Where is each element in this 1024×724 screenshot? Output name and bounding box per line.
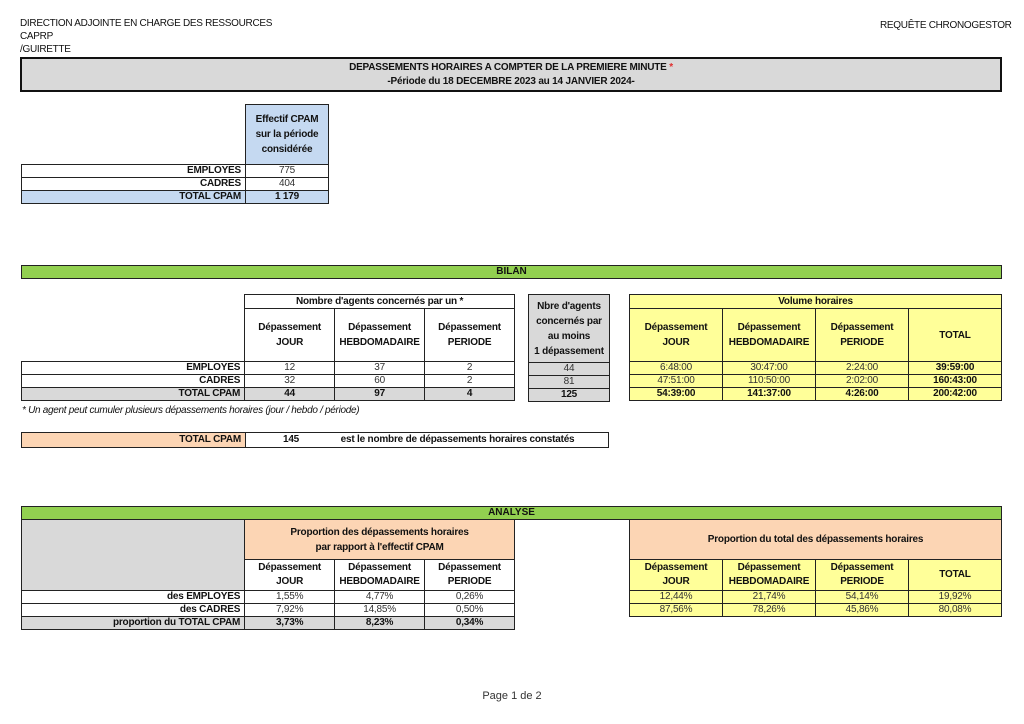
col-header-line: Dépassement: [438, 322, 501, 333]
col-header-periode: [425, 309, 515, 362]
total-line-content: [246, 433, 609, 448]
row-label: EMPLOYES: [22, 362, 245, 375]
analyse-col-hebdo: [335, 560, 425, 591]
table-row: [22, 362, 515, 375]
analyse-right-table: [629, 519, 1002, 617]
bilan-band: BILAN: [21, 265, 1002, 279]
cell-jour: 6:48:00: [630, 362, 723, 375]
title-text: DEPASSEMENTS HORAIRES A COMPTER DE LA PREMIERE MINUTE: [349, 62, 667, 73]
analyse-col-jour: [245, 560, 335, 591]
atleast-header-line: au moins: [547, 330, 591, 342]
cell-hebdo: 97: [335, 388, 425, 401]
cell-hebdo: 141:37:00: [723, 388, 816, 401]
table-row: [22, 604, 515, 617]
row-label: des EMPLOYES: [22, 591, 245, 604]
row-value: 775: [246, 165, 329, 178]
atleast-header-line: concernés par: [536, 315, 602, 327]
cell-hebdo: 37: [335, 362, 425, 375]
total-line-label: TOTAL CPAM: [22, 433, 246, 448]
atleast-header-line: Nbre d'agents: [537, 300, 601, 312]
total-line-text: est le nombre de dépassements horaires constatés: [340, 434, 575, 445]
cell-jour: 12: [245, 362, 335, 375]
cell-periode: 0,34%: [425, 617, 515, 630]
volume-header: Volume horaires: [630, 295, 1002, 309]
cell-periode: 0,26%: [425, 591, 515, 604]
agents-group-header: Nombre d'agents concernés par un *: [245, 295, 515, 309]
total-line-value: 145: [282, 434, 300, 445]
cell-hebdo: 14,85%: [335, 604, 425, 617]
cell-periode: 4:26:00: [816, 388, 909, 401]
col-header-line: HEBDOMADAIRE: [728, 337, 810, 348]
col-header-line: PERIODE: [447, 337, 492, 348]
cell-jour: 47:51:00: [630, 375, 723, 388]
table-row: [630, 591, 1002, 604]
cell-periode: 2: [425, 362, 515, 375]
cell-periode: 45,86%: [816, 604, 909, 617]
report-title: [22, 59, 1000, 75]
col-header-line: Dépassement: [644, 322, 708, 333]
bilan-agents-table: [21, 294, 515, 401]
source-label: REQUÊTE CHRONOGESTOR: [880, 20, 1012, 31]
header-line: par rapport à l'effectif CPAM: [315, 541, 444, 553]
effectif-table: [21, 104, 329, 204]
atleast-header-line: 1 dépassement: [534, 345, 604, 357]
table-row: [630, 362, 1002, 375]
table-row: [630, 375, 1002, 388]
col-header-line: Dépassement: [737, 562, 801, 573]
cell-periode: 2: [425, 375, 515, 388]
table-row: [22, 388, 515, 401]
cell-jour: 7,92%: [245, 604, 335, 617]
table-row: [22, 191, 329, 204]
volume-table: [629, 294, 1002, 401]
volume-col-total: TOTAL: [909, 309, 1002, 362]
col-header-line: Dépassement: [737, 322, 801, 333]
col-header-line: PERIODE: [447, 576, 492, 587]
analyse-right-header: Proportion du total des dépassements horaires: [630, 520, 1002, 560]
effectif-header: [246, 105, 329, 165]
bilan-footnote: * Un agent peut cumuler plusieurs dépassements horaires (jour / hebdo / période): [22, 405, 360, 416]
row-value: 1 179: [246, 191, 329, 204]
table-row: [22, 591, 515, 604]
page-number: Page 1 de 2: [482, 690, 542, 702]
col-header-line: Dépassement: [348, 322, 411, 333]
effectif-header-line: considérée: [261, 144, 313, 155]
cell-jour: 32: [245, 375, 335, 388]
col-header-line: Dépassement: [348, 562, 411, 573]
col-header-jour: [245, 309, 335, 362]
title-asterisk: *: [669, 62, 673, 73]
table-row: [630, 388, 1002, 401]
col-header-line: Dépassement: [258, 322, 322, 333]
cell-hebdo: 110:50:00: [723, 375, 816, 388]
right-col-total: TOTAL: [909, 560, 1002, 591]
cell-jour: 54:39:00: [630, 388, 723, 401]
col-header-line: HEBDOMADAIRE: [339, 576, 420, 587]
col-header-line: HEBDOMADAIRE: [728, 576, 810, 587]
table-row: [630, 604, 1002, 617]
col-header-line: PERIODE: [840, 576, 884, 587]
cell-total: 39:59:00: [909, 362, 1002, 375]
right-col-periode: [816, 560, 909, 591]
effectif-header-line: Effectif CPAM: [255, 114, 319, 125]
org-line-3: /GUIRETTE: [20, 44, 71, 55]
volume-col-hebdo: [723, 309, 816, 362]
table-row: [22, 178, 329, 191]
analyse-band: ANALYSE: [21, 506, 1002, 520]
cell-hebdo: 8,23%: [335, 617, 425, 630]
col-header-line: HEBDOMADAIRE: [339, 337, 420, 348]
row-label: TOTAL CPAM: [22, 388, 245, 401]
right-col-hebdo: [723, 560, 816, 591]
atleast-value: 44: [529, 363, 610, 376]
col-header-line: PERIODE: [840, 337, 884, 348]
col-header-line: Dépassement: [438, 562, 501, 573]
effectif-header-line: sur la période: [255, 129, 319, 140]
cell-periode: 54,14%: [816, 591, 909, 604]
cell-periode: 2:02:00: [816, 375, 909, 388]
row-label: TOTAL CPAM: [22, 191, 246, 204]
volume-col-periode: [816, 309, 909, 362]
atleast-value: 125: [529, 389, 610, 402]
row-value: 404: [246, 178, 329, 191]
table-row: [22, 165, 329, 178]
cell-periode: 4: [425, 388, 515, 401]
analyse-left-header: [245, 520, 515, 560]
cell-jour: 44: [245, 388, 335, 401]
header-line: Proportion des dépassements horaires: [290, 526, 469, 538]
cell-hebdo: 30:47:00: [723, 362, 816, 375]
col-header-line: JOUR: [662, 337, 690, 348]
row-label: EMPLOYES: [22, 165, 246, 178]
cell-jour: 3,73%: [245, 617, 335, 630]
analyse-left-table: [21, 519, 515, 630]
row-label: CADRES: [22, 375, 245, 388]
col-header-hebdo: [335, 309, 425, 362]
cell-jour: 12,44%: [630, 591, 723, 604]
col-header-line: JOUR: [276, 337, 304, 348]
col-header-line: Dépassement: [830, 562, 894, 573]
cell-jour: 87,56%: [630, 604, 723, 617]
bilan-atleast-table: [528, 294, 610, 402]
report-period: -Période du 18 DECEMBRE 2023 au 14 JANVIER 2024-: [387, 76, 635, 87]
org-line-1: DIRECTION ADJOINTE EN CHARGE DES RESSOURCES: [20, 18, 273, 29]
org-line-2: CAPRP: [20, 31, 53, 42]
row-label: des CADRES: [22, 604, 245, 617]
total-depassements-line: [21, 432, 609, 448]
volume-col-jour: [630, 309, 723, 362]
col-header-line: Dépassement: [644, 562, 708, 573]
table-row: [22, 375, 515, 388]
cell-total: 200:42:00: [909, 388, 1002, 401]
col-header-line: Dépassement: [258, 562, 322, 573]
cell-hebdo: 78,26%: [723, 604, 816, 617]
cell-total: 19,92%: [909, 591, 1002, 604]
cell-hebdo: 21,74%: [723, 591, 816, 604]
analyse-col-periode: [425, 560, 515, 591]
cell-periode: 0,50%: [425, 604, 515, 617]
title-band: [20, 57, 1002, 92]
cell-jour: 1,55%: [245, 591, 335, 604]
cell-periode: 2:24:00: [816, 362, 909, 375]
right-col-jour: [630, 560, 723, 591]
row-label: proportion du TOTAL CPAM: [22, 617, 245, 630]
atleast-value: 81: [529, 376, 610, 389]
col-header-line: Dépassement: [830, 322, 894, 333]
atleast-header: [529, 295, 610, 363]
col-header-line: JOUR: [662, 576, 690, 587]
cell-hebdo: 60: [335, 375, 425, 388]
cell-hebdo: 4,77%: [335, 591, 425, 604]
row-label: CADRES: [22, 178, 246, 191]
cell-total: 160:43:00: [909, 375, 1002, 388]
cell-total: 80,08%: [909, 604, 1002, 617]
analyse-blank-cell: [22, 520, 245, 591]
table-row: [22, 617, 515, 630]
col-header-line: JOUR: [276, 576, 304, 587]
